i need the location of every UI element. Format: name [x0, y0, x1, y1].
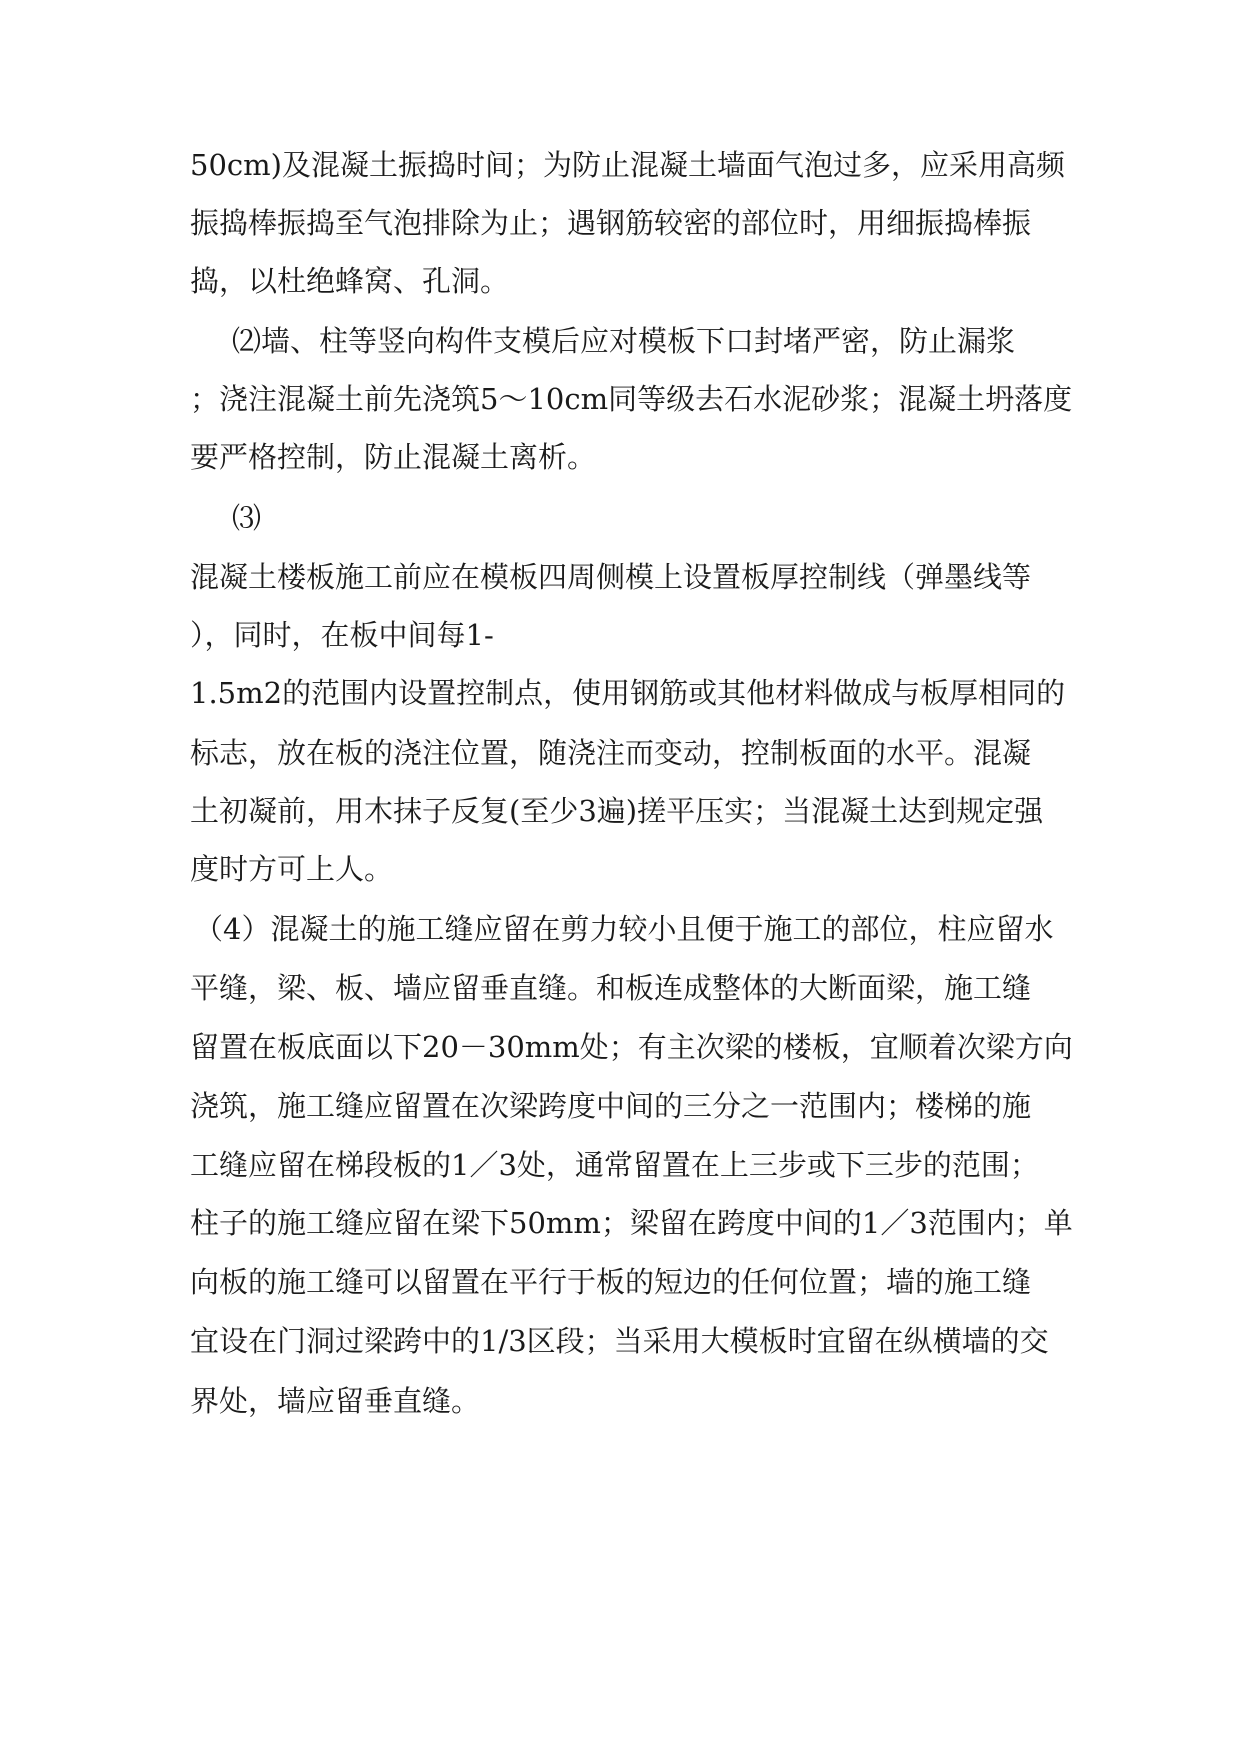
text-line-6: 要严格控制，防止混凝土离析。 — [190, 440, 597, 474]
text-line-7: ⑶ — [232, 501, 262, 535]
text-line-4: ⑵墙、柱等竖向构件支模后应对模板下口封堵严密，防止漏浆 — [232, 324, 1016, 358]
text-line-5: ；浇注混凝土前先浇筑5～10cm同等级去石水泥砂浆；混凝土坍落度 — [190, 382, 1073, 416]
text-line-2: 振捣棒振捣至气泡排除为止；遇钢筋较密的部位时，用细振捣棒振 — [190, 206, 1032, 240]
text-line-17: 浇筑，施工缝应留置在次梁跨度中间的三分之一范围内；楼梯的施 — [190, 1089, 1032, 1123]
text-line-1: 50cm)及混凝土振捣时间；为防止混凝土墙面气泡过多，应采用高频 — [190, 148, 1065, 182]
text-line-3: 捣，以杜绝蜂窝、孔洞。 — [190, 264, 510, 298]
text-line-22: 界处，墙应留垂直缝。 — [190, 1384, 481, 1418]
text-line-14: （4）混凝土的施工缝应留在剪力较小且便于施工的部位，柱应留水 — [194, 912, 1054, 946]
text-line-15: 平缝，梁、板、墙应留垂直缝。和板连成整体的大断面梁，施工缝 — [190, 971, 1032, 1005]
text-line-11: 标志，放在板的浇注位置，随浇注而变动，控制板面的水平。混凝 — [190, 736, 1032, 770]
text-line-16: 留置在板底面以下20－30mm处；有主次梁的楼板，宜顺着次梁方向 — [190, 1030, 1073, 1064]
text-line-13: 度时方可上人。 — [190, 852, 394, 886]
text-line-9: ），同时，在板中间每1- — [190, 618, 494, 652]
text-line-19: 柱子的施工缝应留在梁下50mm；梁留在跨度中间的1／3范围内；单 — [190, 1206, 1073, 1240]
text-line-8: 混凝土楼板施工前应在模板四周侧模上设置板厚控制线（弹墨线等 — [190, 560, 1032, 594]
text-line-10: 1.5m2的范围内设置控制点，使用钢筋或其他材料做成与板厚相同的 — [190, 676, 1066, 710]
text-line-20: 向板的施工缝可以留置在平行于板的短边的任何位置；墙的施工缝 — [190, 1265, 1032, 1299]
text-line-18: 工缝应留在梯段板的1／3处，通常留置在上三步或下三步的范围； — [190, 1148, 1039, 1182]
text-line-12: 土初凝前，用木抹子反复(至少3遍)搓平压实；当混凝土达到规定强 — [190, 794, 1044, 828]
text-line-21: 宜设在门洞过梁跨中的1/3区段；当采用大模板时宜留在纵横墙的交 — [190, 1324, 1049, 1358]
